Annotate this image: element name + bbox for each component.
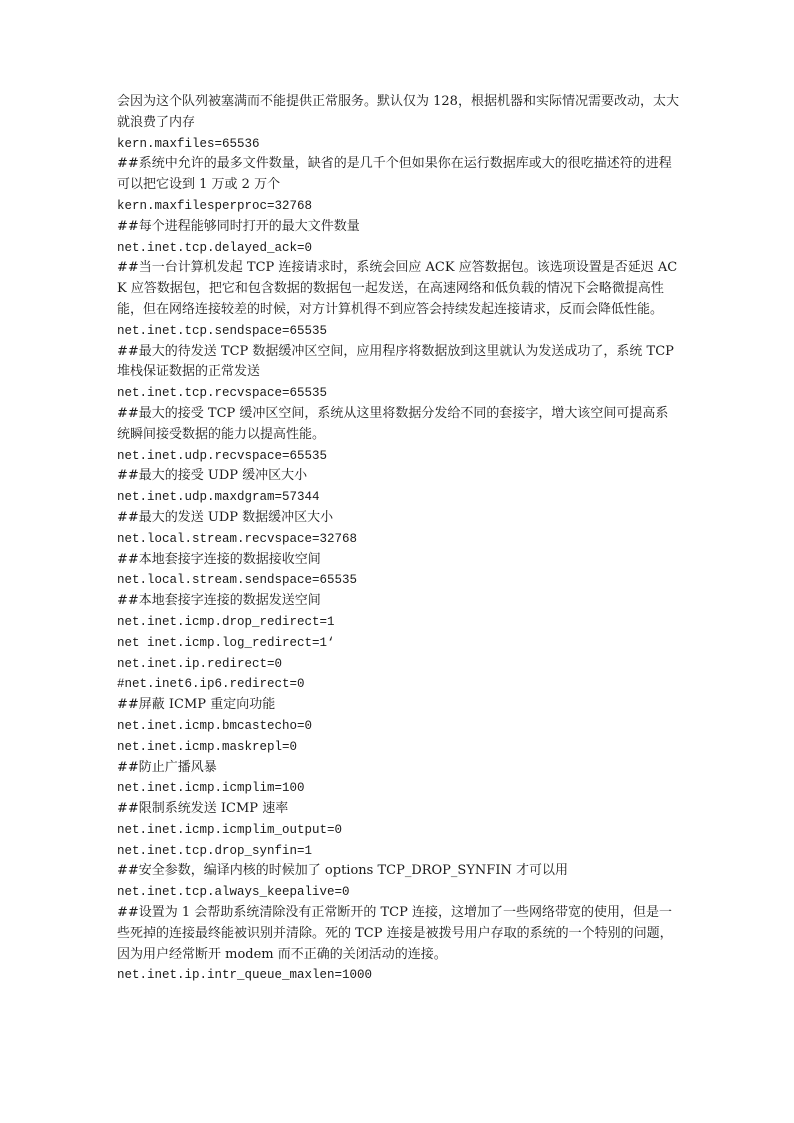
config-line: net.inet.ip.intr_queue_maxlen=1000	[117, 968, 373, 983]
config-line: net.inet.icmp.icmplim_output=0	[117, 822, 343, 837]
config-line: net.inet.icmp.maskrepl=0	[117, 739, 298, 754]
comment-line: ##最大的接受 UDP 缓冲区大小	[117, 468, 308, 484]
comment-line: ##安全参数，编译内核的时候加了 options TCP_DROP_SYNFIN 才可以用	[117, 863, 568, 879]
comment-line: ##最大的待发送 TCP 数据缓冲区空间，应用程序将数据放到这里就认为发送成功了，系统 TCP 堆栈保证数据的正常发送	[117, 343, 679, 380]
comment-line: 会因为这个队列被塞满而不能提供正常服务。默认仅为 128，根据机器和实际情况需要改动，太大就浪费了内存	[117, 94, 679, 130]
config-line: net.inet.tcp.sendspace=65535	[117, 323, 328, 338]
config-line: net inet.icmp.log_redirect=1‘	[117, 635, 335, 650]
config-line: #net.inet6.ip6.redirect=0	[117, 677, 305, 692]
config-line: kern.maxfiles=65536	[117, 136, 260, 151]
config-line: net.inet.icmp.drop_redirect=1	[117, 614, 335, 629]
document-page	[117, 92, 681, 986]
comment-line: ##本地套接字连接的数据接收空间	[117, 551, 321, 567]
comment-line: ##防止广播风暴	[117, 759, 217, 775]
config-line: net.inet.udp.recvspace=65535	[117, 448, 328, 463]
config-line: net.inet.tcp.always_keepalive=0	[117, 885, 350, 900]
comment-line: ##屏蔽 ICMP 重定向功能	[117, 697, 276, 713]
config-line: net.inet.icmp.icmplim=100	[117, 781, 305, 796]
config-line: net.inet.tcp.recvspace=65535	[117, 386, 328, 401]
comment-line: ##系统中允许的最多文件数量，缺省的是几千个但如果你在运行数据库或大的很吃描述符的进程可以把它设到 1 万或 2 万个	[117, 156, 672, 193]
comment-line: ##最大的接受 TCP 缓冲区空间，系统从这里将数据分发给不同的套接字，增大该空间可提高系统瞬间接受数据的能力以提高性能。	[117, 405, 669, 442]
config-line: net.inet.ip.redirect=0	[117, 656, 283, 671]
comment-line: ##每个进程能够同时打开的最大文件数量	[117, 218, 360, 234]
config-line: net.inet.udp.maxdgram=57344	[117, 490, 320, 505]
comment-line: ##当一台计算机发起 TCP 连接请求时，系统会回应 ACK 应答数据包。该选项设置是否延迟 ACK 应答数据包，把它和包含数据的数据包一起发送，在高速网络和低负载的情况下会略微提高性能，但在网络连接较差的时候，对方计算机得不到应答会持续发起连接请求，反而会降低性能。	[117, 260, 678, 317]
comment-line: ##最大的发送 UDP 数据缓冲区大小	[117, 509, 334, 525]
config-line: kern.maxfilesperproc=32768	[117, 198, 313, 213]
config-line: net.local.stream.sendspace=65535	[117, 573, 358, 588]
comment-line: ##本地套接字连接的数据发送空间	[117, 593, 321, 609]
config-line: net.local.stream.recvspace=32768	[117, 531, 358, 546]
config-line: net.inet.icmp.bmcastecho=0	[117, 718, 313, 733]
config-line: net.inet.tcp.delayed_ack=0	[117, 240, 313, 255]
comment-line: ##设置为 1 会帮助系统清除没有正常断开的 TCP 连接，这增加了一些网络带宽的使用，但是一些死掉的连接最终能被识别并清除。死的 TCP 连接是被拨号用户存取的系统的一个特别的问题，因为用户经常断开 modem 而不正确的关闭活动的连接。	[117, 905, 673, 962]
comment-line: ##限制系统发送 ICMP 速率	[117, 801, 289, 817]
config-line: net.inet.tcp.drop_synfin=1	[117, 843, 313, 858]
